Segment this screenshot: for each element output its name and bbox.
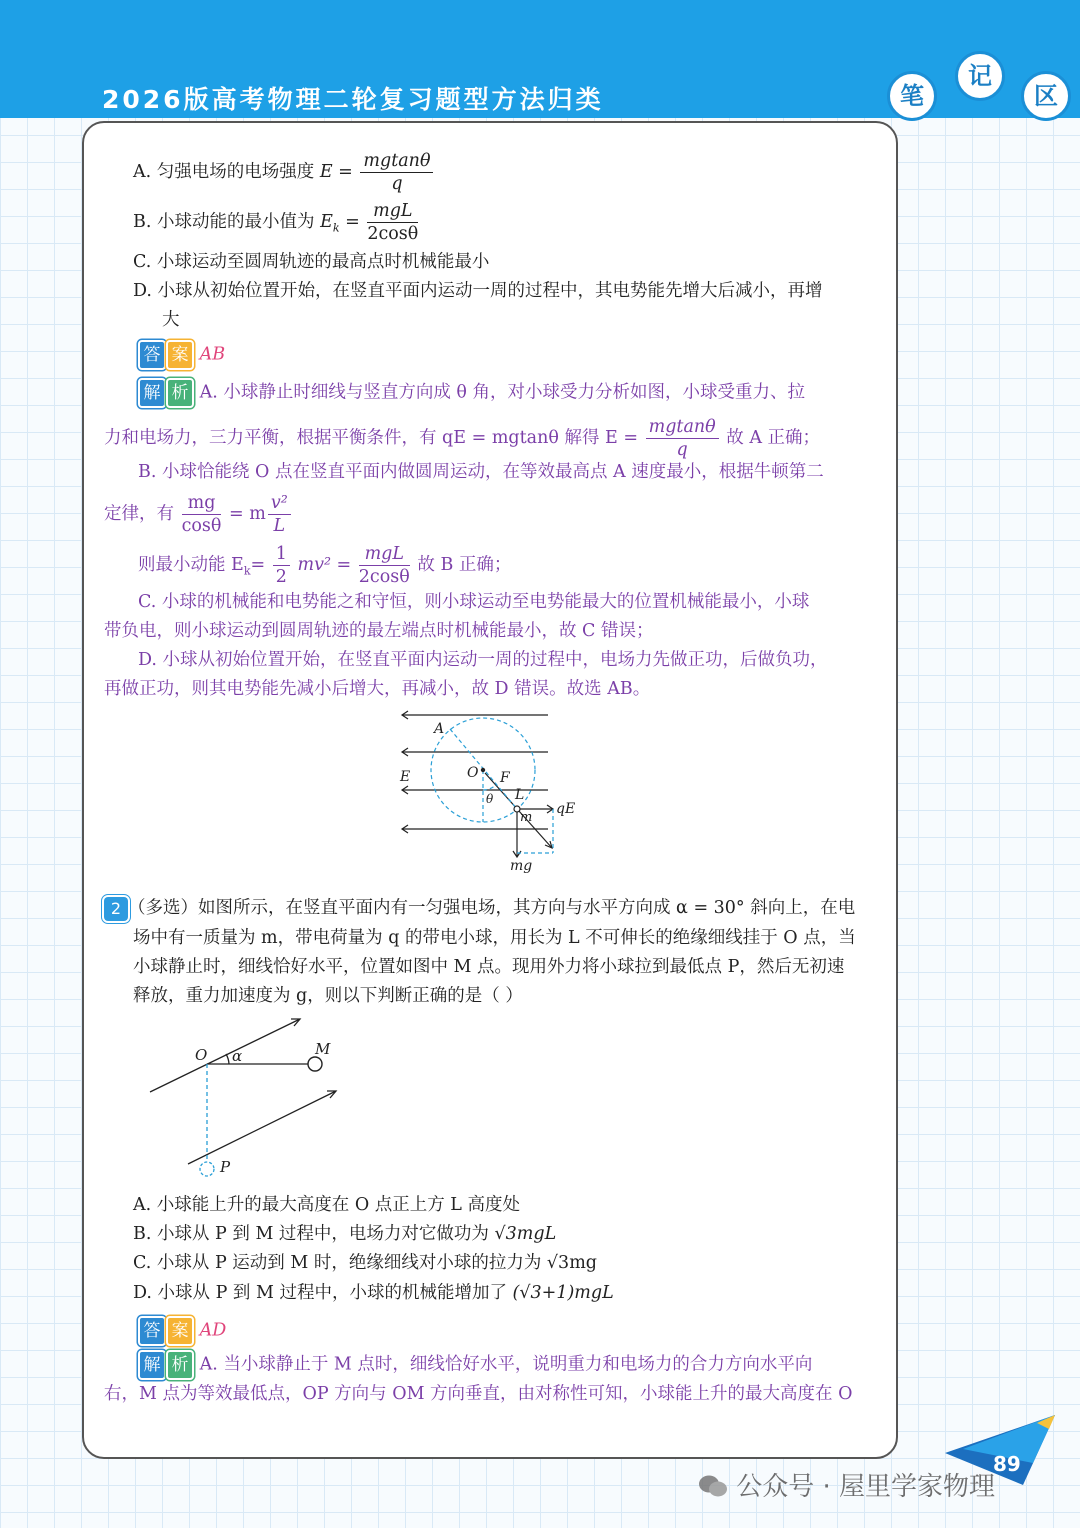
question-number: 2 — [104, 897, 128, 921]
q1-analysis-b-line1: B. 小球恰能绕 O 点在竖直平面内做圆周运动，在等效最高点 A 速度最小，根据牛顿第二 — [138, 462, 824, 482]
q1-analysis-a-line1: 解 析 A. 小球静止时细线与竖直方向成 θ 角，对小球受力分析如图，小球受重力、拉 — [138, 378, 805, 408]
label-mg: mg — [510, 858, 533, 874]
q2-stem-line2: 场中有一质量为 m，带电荷量为 q 的带电小球，用长为 L 不可伸长的绝缘细线挂于 O 点，当 — [133, 928, 856, 948]
analysis-badge: 解 析 — [138, 378, 194, 408]
label-m: m — [520, 810, 533, 825]
label-E: E — [400, 769, 411, 785]
q1-analysis-d-line2: 再做正功，则其电势能先减小后增大，再减小，故 D 错误。故选 AB。 — [104, 679, 651, 699]
answer-badge: 答 案 — [138, 340, 194, 370]
q1-option-a: A. 匀强电场的电场强度 E = $\frac{mgtan\theta}{q}$ — [133, 150, 435, 195]
q1-option-d-line1: D. 小球从初始位置开始，在竖直平面内运动一周的过程中，其电势能先增大后减小，再增 — [133, 281, 823, 301]
label-P: P — [220, 1158, 231, 1176]
q2-option-b: B. 小球从 P 到 M 过程中，电场力对它做功为 √3mgL — [133, 1224, 557, 1244]
wechat-icon — [698, 1473, 728, 1499]
label-theta: θ — [486, 792, 494, 806]
q2-stem-line4: 释放，重力加速度为 g，则以下判断正确的是（ ） — [133, 986, 523, 1006]
q1-analysis-c-line2: 带负电，则小球运动到圆周轨迹的最左端点时机械能最小，故 C 错误； — [104, 621, 654, 641]
q1-analysis-a-line2: 力和电场力，三力平衡，根据平衡条件，有 qE = mgtanθ 解得 E = $\frac{mgtan\theta}{q}$ 故 A 正确； — [104, 417, 821, 460]
note-char-3: 区 — [1021, 71, 1071, 121]
q1-option-d-line2: 大 — [162, 310, 180, 330]
q1-answer: AB — [199, 344, 226, 365]
label-L: L — [515, 787, 525, 803]
q2-option-c: C. 小球从 P 运动到 M 时，绝缘细线对小球的拉力为 √3mg — [133, 1253, 597, 1273]
note-char-2: 记 — [955, 51, 1005, 101]
label-O: O — [195, 1046, 208, 1064]
q2-analysis-a-line2: 右，M 点为等效最低点，OP 方向与 OM 方向垂直，由对称性可知，小球能上升的最大高度在 O — [104, 1384, 853, 1404]
analysis-badge: 解 析 — [138, 1350, 194, 1380]
q2-field-diagram — [140, 1012, 350, 1187]
q2-answer-row — [138, 1316, 226, 1346]
page-number: 89 — [993, 1452, 1021, 1476]
q2-stem-line3: 小球静止时，细线恰好水平，位置如图中 M 点。现用外力将小球拉到最低点 P，然后无初速 — [133, 957, 845, 977]
q2-stem-line1: 2 （多选）如图所示，在竖直平面内有一匀强电场，其方向与水平方向成 α = 30° 斜向上，在电 — [104, 894, 855, 922]
q1-option-c: C. 小球运动至圆周轨迹的最高点时机械能最小 — [133, 252, 490, 272]
label-O: O — [467, 765, 479, 781]
wechat-watermark: 公众号 · 屋里学家物理 — [698, 1466, 995, 1503]
book-title: 2026版高考物理二轮复习题型方法归类 — [102, 85, 604, 114]
label-qE: qE — [556, 801, 576, 817]
q1-analysis-b-line3: 则最小动能 $E_k=$ $\frac{1}{2}$ mv² = $\frac{\text{mgL}}{2\cos\theta}$ 故 B 正确； — [138, 544, 512, 587]
q2-option-d: D. 小球从 P 到 M 过程中，小球的机械能增加了 (√3+1)mgL — [133, 1283, 614, 1303]
note-char-1: 笔 — [887, 71, 937, 121]
q1-analysis-c-line1: C. 小球的机械能和电势能之和守恒，则小球运动至电势能最大的位置机械能最小，小球 — [138, 592, 810, 612]
q2-analysis-a-line1: 解 析 A. 当小球静止于 M 点时，细线恰好水平，说明重力和电场力的合力方向水平向 — [138, 1350, 812, 1380]
label-alpha: α — [232, 1047, 243, 1065]
label-A: A — [434, 721, 445, 737]
q2-answer: AD — [199, 1320, 227, 1341]
answer-badge: 答 案 — [138, 1316, 194, 1346]
label-M: M — [315, 1040, 331, 1058]
q1-option-b: B. 小球动能的最小值为 $E_k$ = $\frac{\text{mgL}}{2\cos\theta}$ — [133, 201, 419, 244]
q2-option-a: A. 小球能上升的最大高度在 O 点正上方 L 高度处 — [133, 1195, 520, 1215]
q1-analysis-b-line2: 定律，有 $\frac{mg}{\cos\theta}$ = m $\frac{\text{v²}}{L}$ — [104, 492, 293, 537]
q1-analysis-d-line1: D. 小球从初始位置开始，在竖直平面内运动一周的过程中，电场力先做正功，后做负功， — [138, 650, 828, 670]
label-F: F — [500, 770, 510, 786]
q1-answer-row — [138, 340, 225, 370]
q1-force-diagram — [390, 705, 590, 880]
